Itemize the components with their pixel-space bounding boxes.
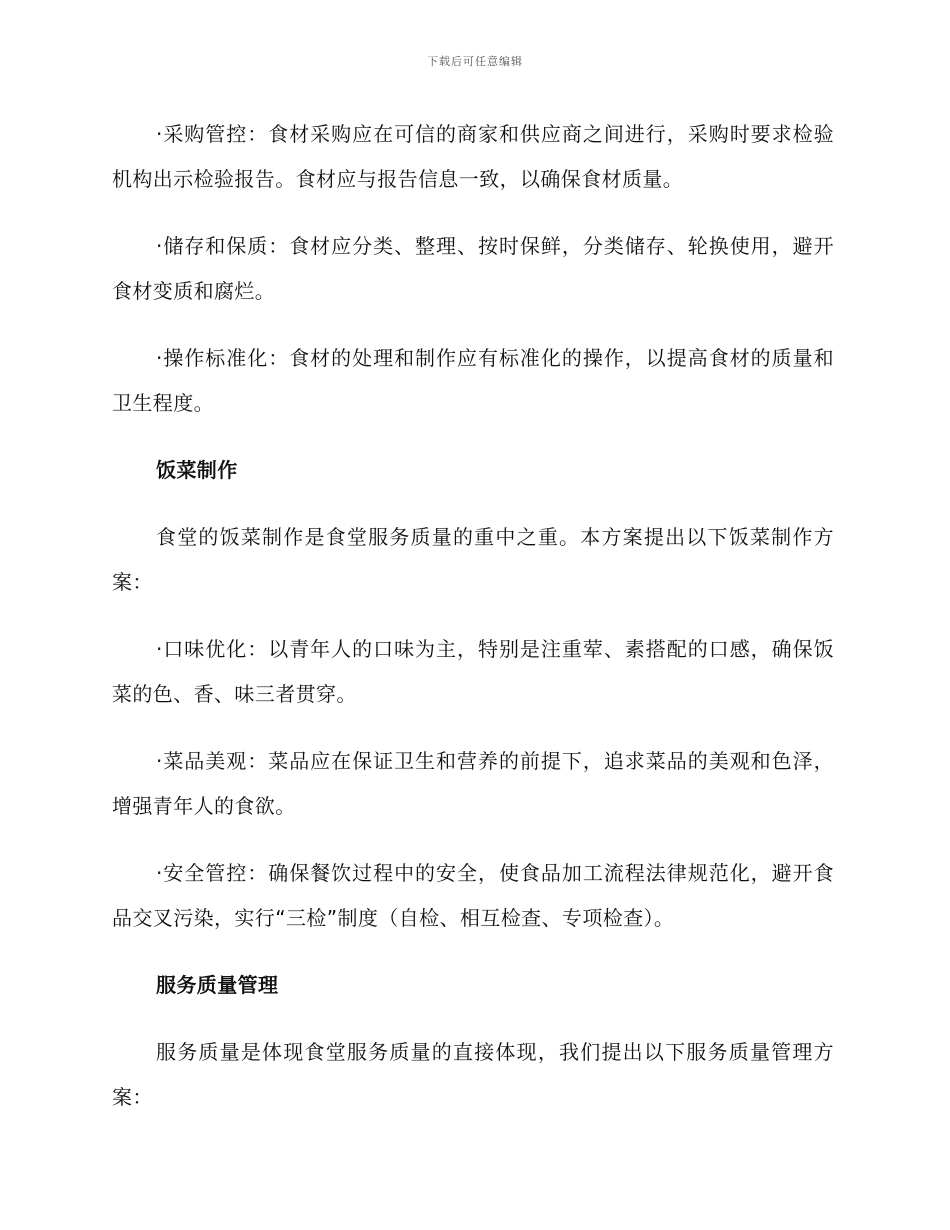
paragraph-safety-control: ·安全管控：确保餐饮过程中的安全，使食品加工流程法律规范化，避开食品交叉污染，实行“三检”制度（自检、相互检查、专项检查）。: [112, 861, 834, 930]
paragraph-meal-preparation-intro: 食堂的饭菜制作是食堂服务质量的重中之重。本方案提出以下饭菜制作方案：: [112, 525, 834, 594]
paragraph-dish-appearance: ·菜品美观：菜品应在保证卫生和营养的前提下，追求菜品的美观和色泽，增强青年人的食欲。: [112, 749, 834, 818]
section-heading-service-quality: 服务质量管理: [156, 973, 279, 997]
paragraph-taste-optimization: ·口味优化：以青年人的口味为主，特别是注重荤、素搭配的口感，确保饭菜的色、香、味三者贯穿。: [112, 637, 834, 706]
page-header: 下载后可任意编辑: [427, 55, 523, 68]
document-body: [112, 112, 834, 1142]
paragraph-service-quality-intro: 服务质量是体现食堂服务质量的直接体现，我们提出以下服务质量管理方案：: [112, 1040, 834, 1109]
paragraph-operation-standardization: ·操作标准化：食材的处理和制作应有标准化的操作，以提高食材的质量和卫生程度。: [112, 346, 834, 415]
paragraph-procurement-control: ·采购管控：食材采购应在可信的商家和供应商之间进行，采购时要求检验机构出示检验报告。食材应与报告信息一致，以确保食材质量。: [112, 122, 834, 191]
paragraph-storage-preservation: ·储存和保质：食材应分类、整理、按时保鲜，分类储存、轮换使用，避开食材变质和腐烂。: [112, 234, 834, 303]
section-heading-meal-preparation: 饭菜制作: [156, 458, 238, 482]
